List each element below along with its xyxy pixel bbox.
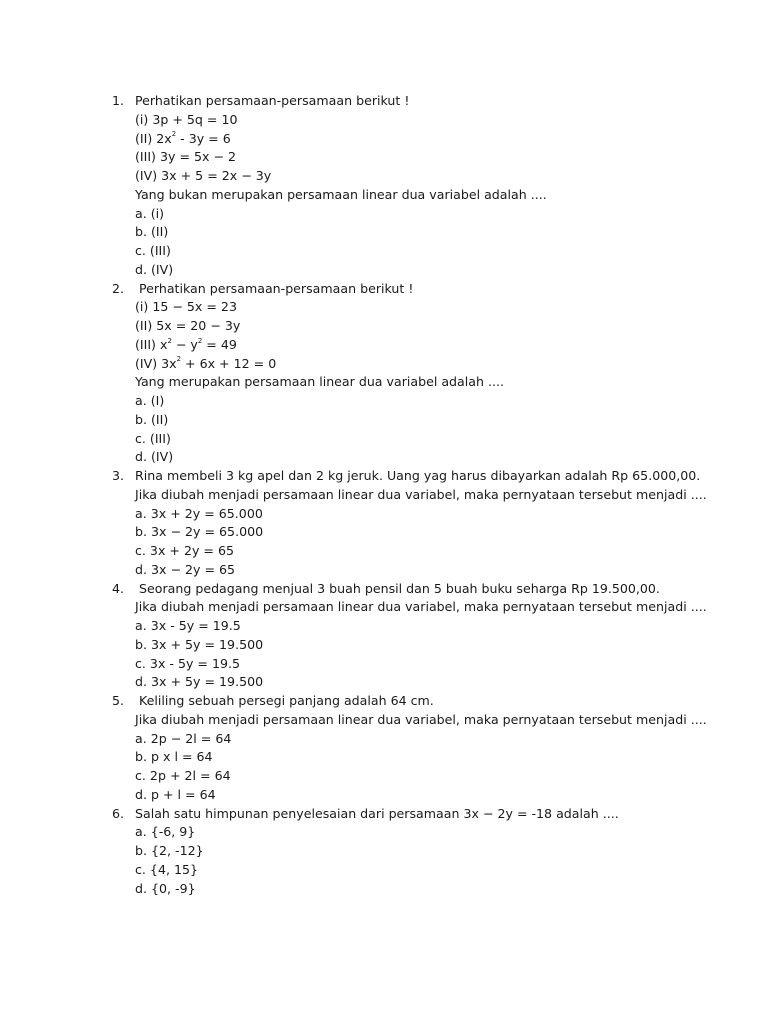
answer-option: c. {4, 15} <box>135 861 198 877</box>
answer-option: d. 3x + 5y = 19.500 <box>135 674 264 690</box>
question-2 <box>0 280 768 468</box>
answer-option: d. (IV) <box>135 261 174 277</box>
question-text: Jika diubah menjadi persamaan linear dua variabel, maka pernyataan tersebut menjadi .... <box>135 599 707 615</box>
question-number: 5. <box>112 693 125 708</box>
question-3 <box>0 467 768 580</box>
answer-option: d. {0, -9} <box>135 880 196 896</box>
equation-item: (i) 3p + 5q = 10 <box>135 111 238 127</box>
question-6 <box>0 805 768 899</box>
answer-option: b. 3x + 5y = 19.500 <box>135 636 264 652</box>
answer-option: a. 2p − 2l = 64 <box>135 730 232 746</box>
answer-option: c. (III) <box>135 430 171 446</box>
question-text: Yang merupakan persamaan linear dua variabel adalah .... <box>135 374 504 390</box>
equation-item: (II) $2x^2 - 3y = 6$ <box>135 130 231 146</box>
question-prompt: Salah satu himpunan penyelesaian dari persamaan 3x − 2y = -18 adalah .... <box>135 805 619 821</box>
equation-item: (III) $x^2 - y^2 = 49$ <box>135 336 237 352</box>
document-page <box>0 92 768 898</box>
question-text: Yang bukan merupakan persamaan linear dua variabel adalah .... <box>135 186 547 202</box>
answer-option: c. 3x - 5y = 19.5 <box>135 655 241 671</box>
question-prompt: Seorang pedagang menjual 3 buah pensil dan 5 buah buku seharga Rp 19.500,00. <box>135 580 660 596</box>
question-text: Jika diubah menjadi persamaan linear dua variabel, maka pernyataan tersebut menjadi .... <box>135 486 707 502</box>
answer-option: a. {-6, 9} <box>135 824 196 840</box>
answer-option: a. (I) <box>135 393 165 408</box>
answer-option: a. 3x - 5y = 19.5 <box>135 618 241 633</box>
question-text: Jika diubah menjadi persamaan linear dua variabel, maka pernyataan tersebut menjadi .... <box>135 711 707 727</box>
answer-option: b. p x l = 64 <box>135 749 213 765</box>
equation-item: (i) 15 − 5x = 23 <box>135 299 237 315</box>
question-number: 2. <box>112 280 125 296</box>
equation-item: (IV) 3x + 5 = 2x − 3y <box>135 168 272 183</box>
answer-option: c. 2p + 2l = 64 <box>135 768 231 783</box>
question-prompt: Rina membeli 3 kg apel dan 2 kg jeruk. Uang yag harus dibayarkan adalah Rp 65.000,00. <box>135 468 701 483</box>
question-prompt: Keliling sebuah persegi panjang adalah 64 cm. <box>135 693 434 708</box>
question-number: 1. <box>112 93 125 108</box>
question-number: 4. <box>112 580 125 596</box>
question-prompt: Perhatikan persamaan-persamaan berikut ! <box>135 93 410 108</box>
equation-item: (IV) $3x^2 + 6x + 12 = 0$ <box>135 355 277 371</box>
answer-option: d. p + l = 64 <box>135 786 216 802</box>
answer-option: d. 3x − 2y = 65 <box>135 561 236 577</box>
question-5 <box>0 692 768 805</box>
question-number: 6. <box>112 805 125 821</box>
question-prompt: Perhatikan persamaan-persamaan berikut ! <box>135 280 414 296</box>
question-4 <box>0 580 768 693</box>
question-number: 3. <box>112 468 125 483</box>
answer-option: a. (i) <box>135 205 165 221</box>
equation-item: (III) 3y = 5x − 2 <box>135 149 237 165</box>
answer-option: b. {2, -12} <box>135 843 204 858</box>
answer-option: b. (II) <box>135 224 169 240</box>
equation-item: (II) 5x = 20 − 3y <box>135 318 241 333</box>
answer-option: d. (IV) <box>135 449 174 465</box>
answer-option: b. (II) <box>135 411 169 427</box>
question-1 <box>0 92 768 280</box>
answer-option: b. 3x − 2y = 65.000 <box>135 524 264 540</box>
answer-option: a. 3x + 2y = 65.000 <box>135 505 263 521</box>
answer-option: c. (III) <box>135 243 171 258</box>
answer-option: c. 3x + 2y = 65 <box>135 543 235 558</box>
